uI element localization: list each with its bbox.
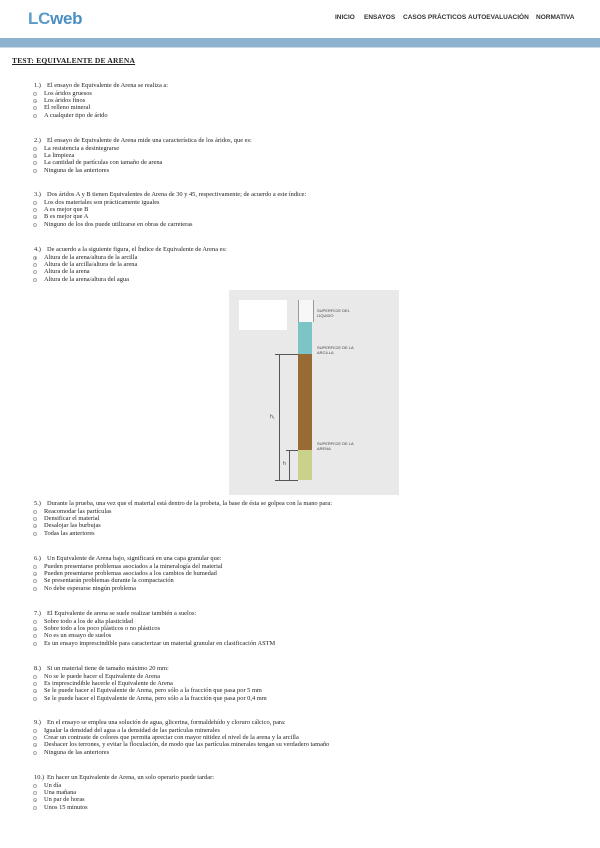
nav-normativa[interactable]: NORMATIVA: [536, 14, 575, 21]
answer-label: Los áridos gruesos: [44, 89, 92, 97]
sand-equivalent-figure: [229, 290, 399, 495]
radio-button[interactable]: [33, 524, 37, 528]
answer-option[interactable]: [34, 221, 306, 228]
answer-option[interactable]: [34, 804, 214, 811]
answer-label: Ninguno de los dos puede utilizarse en obras de carreteras: [44, 220, 193, 228]
radio-button[interactable]: [33, 620, 37, 624]
question-prompt: El Equivalente de arena se suele realizar también a suelos:: [47, 610, 197, 617]
answer-label: Crear un contraste de colores que permita apreciar con mayor nitidez el nivel de la arena y la arcilla: [44, 733, 299, 741]
answer-label: Sobre todo a los de alta plasticidad: [44, 617, 134, 625]
radio-button[interactable]: [33, 169, 37, 173]
label-h1: h₁: [270, 414, 275, 420]
radio-button[interactable]: [33, 147, 37, 151]
radio-button[interactable]: [33, 736, 37, 740]
answer-label: Se presentarán problemas durante la compactación: [44, 577, 174, 585]
answer-option[interactable]: [34, 276, 227, 283]
question-number: 1.): [34, 82, 41, 89]
answer-label: B es mejor que A: [44, 213, 89, 221]
radio-button[interactable]: [33, 791, 37, 795]
answer-label: Se le puede hacer el Equivalente de Arena, pero sólo a la fracción que pasa por 0,4 mm: [44, 694, 267, 702]
question-number: 10.): [34, 774, 45, 781]
radio-button[interactable]: [33, 784, 37, 788]
radio-button[interactable]: [33, 806, 37, 810]
answer-option[interactable]: [34, 585, 223, 592]
answer-label: Pueden presentarse problemas asociados a la mineralogía del material: [44, 562, 223, 570]
radio-button[interactable]: [33, 99, 37, 103]
question-prompt: De acuerdo a la siguiente figura, el Índice de Equivalente de Arena es:: [47, 246, 227, 253]
label-h: h: [283, 461, 286, 467]
answer-option[interactable]: [34, 640, 275, 647]
radio-button[interactable]: [33, 572, 37, 576]
radio-button[interactable]: [33, 587, 37, 591]
answer-label: Un día: [44, 781, 62, 789]
question-prompt: Durante la prueba, una vez que el material está dentro de la probeta, la base de ésta se golpea con la mano para:: [47, 500, 332, 507]
answer-label: Ninguna de las anteriores: [44, 166, 110, 174]
answer-label: Desalojar las burbujas: [44, 522, 101, 530]
radio-button[interactable]: [33, 634, 37, 638]
answer-label: Unos 15 minutos: [44, 803, 88, 811]
radio-button[interactable]: [33, 517, 37, 521]
cylinder-clay: [298, 354, 312, 450]
radio-button[interactable]: [33, 697, 37, 701]
question-4: [34, 246, 227, 283]
question-number: 9.): [34, 719, 41, 726]
answer-label: Pueden presentarse problemas asociados a los cambios de humedad: [44, 569, 217, 577]
answer-label: Se le puede hacer el Equivalente de Arena, pero sólo a la fracción que pasa por 5 mm: [44, 687, 262, 695]
question-7: [34, 610, 275, 647]
question-prompt: En el ensayo se emplea una solución de agua, glicerina, formaldehído y cloruro cálcico, para:: [47, 719, 286, 726]
header-band: [0, 38, 600, 47]
radio-button[interactable]: [33, 154, 37, 158]
site-logo[interactable]: LCweb: [28, 9, 83, 28]
question-number: 6.): [34, 555, 41, 562]
radio-button[interactable]: [33, 579, 37, 583]
dim-line-h1: [279, 354, 280, 480]
radio-button[interactable]: [33, 689, 37, 693]
dim-tick-h-top: [286, 450, 298, 451]
radio-button[interactable]: [33, 114, 37, 118]
answer-label: Altura de la arena/altura de la arcilla: [44, 253, 138, 261]
label-sand-surface: SUPERFICIE DE LA ARENA: [317, 441, 354, 451]
question-prompt: El ensayo de Equivalente de Arena mide una característica de los áridos, que es:: [47, 137, 252, 144]
nav-autoevaluacion[interactable]: AUTOEVALUACIÓN: [468, 14, 529, 21]
answer-label: Igualar la densidad del agua a la densidad de las partículas minerales: [44, 726, 220, 734]
cylinder-liquid: [298, 322, 312, 354]
answer-label: Altura de la arena: [44, 268, 90, 276]
radio-button[interactable]: [33, 106, 37, 110]
answer-label: La limpieza: [44, 151, 75, 159]
question-prompt: El ensayo de Equivalente de Arena se realiza a:: [47, 82, 169, 89]
radio-button[interactable]: [33, 532, 37, 536]
radio-button[interactable]: [33, 798, 37, 802]
question-1: [34, 82, 168, 119]
question-3: [34, 191, 306, 228]
radio-button[interactable]: [33, 278, 37, 282]
radio-button[interactable]: [33, 201, 37, 205]
question-10: [34, 774, 214, 811]
radio-button[interactable]: [33, 751, 37, 755]
label-clay-surface: SUPERFICIE DE LA ARCILLA: [317, 345, 354, 355]
answer-option[interactable]: [34, 749, 329, 756]
answer-label: Altura de la arena/altura del agua: [44, 275, 129, 283]
answer-label: La resistencia a desintegrarse: [44, 144, 120, 152]
answer-option[interactable]: [34, 112, 168, 119]
answer-option[interactable]: [34, 167, 252, 174]
radio-button[interactable]: [33, 627, 37, 631]
cylinder-sand: [298, 450, 312, 480]
answer-label: No es un ensayo de suelos: [44, 632, 112, 640]
radio-button[interactable]: [33, 263, 37, 267]
site-header: [0, 0, 600, 38]
answer-label: La cantidad de partículas con tamaño de arena: [44, 159, 163, 167]
answer-label: Densificar el material: [44, 514, 100, 522]
answer-label: Todas las anteriores: [44, 529, 95, 537]
answer-label: Los dos materiales son prácticamente iguales: [44, 198, 160, 206]
question-prompt: Si un material tiene de tamaño máximo 20 mm:: [47, 665, 169, 672]
question-2: [34, 137, 252, 174]
radio-button[interactable]: [33, 215, 37, 219]
question-5: [34, 500, 332, 537]
question-number: 7.): [34, 610, 41, 617]
cylinder-empty: [298, 300, 314, 322]
question-prompt: En hacer un Equivalente de Arena, un solo operario puede tardar:: [47, 774, 214, 781]
answer-label: Una mañana: [44, 788, 77, 796]
radio-button[interactable]: [33, 729, 37, 733]
dim-line-h: [289, 450, 290, 480]
radio-button[interactable]: [33, 565, 37, 569]
radio-button[interactable]: [33, 682, 37, 686]
label-liquid-surface: SUPERFICIE DEL LÍQUIDO: [317, 308, 350, 318]
question-number: 3.): [34, 191, 41, 198]
answer-label: Un par de horas: [44, 796, 85, 804]
radio-button[interactable]: [33, 223, 37, 227]
answer-label: A es mejor que B: [44, 205, 89, 213]
answer-label: Deshacer los terrones, y evitar la floculación, de modo que las partículas minerales tengan su verdadero tamaño: [44, 741, 330, 749]
question-number: 8.): [34, 665, 41, 672]
answer-label: Los áridos finos: [44, 96, 86, 104]
page-title: TEST: EQUIVALENTE DE ARENA: [12, 56, 136, 65]
question-9: [34, 719, 329, 756]
answer-option[interactable]: [34, 530, 332, 537]
dim-tick-bottom: [275, 480, 298, 481]
question-prompt: Un Equivalente de Arena bajo, significará en una capa granular que:: [47, 555, 222, 562]
nav-ensayos[interactable]: ENSAYOS: [364, 14, 396, 21]
nav-casos-practicos[interactable]: CASOS PRÁCTICOS: [403, 14, 467, 21]
radio-button[interactable]: [33, 256, 37, 260]
radio-button[interactable]: [33, 510, 37, 514]
answer-label: Es imprescindible hacerle el Equivalente de Arena: [44, 679, 173, 687]
question-6: [34, 555, 223, 592]
answer-label: No se le puede hacer el Equivalente de Arena: [44, 672, 161, 680]
answer-label: Reacomodar las partículas: [44, 507, 112, 515]
radio-button[interactable]: [33, 642, 37, 646]
question-number: 5.): [34, 500, 41, 507]
question-number: 4.): [34, 246, 41, 253]
radio-button[interactable]: [33, 743, 37, 747]
question-prompt: Dos áridos A y B tienen Equivalentes de Arena de 30 y 45, respectivamente; de acuerdo a este índice:: [47, 191, 307, 198]
radio-button[interactable]: [33, 92, 37, 96]
radio-button[interactable]: [33, 675, 37, 679]
dim-tick-top: [275, 354, 298, 355]
answer-option[interactable]: [34, 695, 267, 702]
answer-label: El relleno mineral: [44, 104, 91, 112]
answer-label: Sobre todo a los poco plásticos o no plásticos: [44, 624, 161, 632]
header-band-shadow: [0, 47, 600, 48]
answer-label: Altura de la arcilla/altura de la arena: [44, 260, 138, 268]
answer-label: A cualquier tipo de árido: [44, 111, 108, 119]
answer-label: No debe esperarse ningún problema: [44, 584, 136, 592]
answer-label: Es un ensayo imprescindible para caracterizar un material granular en clasificación ASTM: [44, 639, 276, 647]
nav-inicio[interactable]: INICIO: [335, 14, 355, 21]
question-8: [34, 665, 267, 702]
answer-label: Ninguna de las anteriores: [44, 748, 110, 756]
radio-button[interactable]: [33, 208, 37, 212]
figure-blank-panel: [239, 300, 287, 330]
radio-button[interactable]: [33, 270, 37, 274]
radio-button[interactable]: [33, 161, 37, 165]
question-number: 2.): [34, 137, 41, 144]
